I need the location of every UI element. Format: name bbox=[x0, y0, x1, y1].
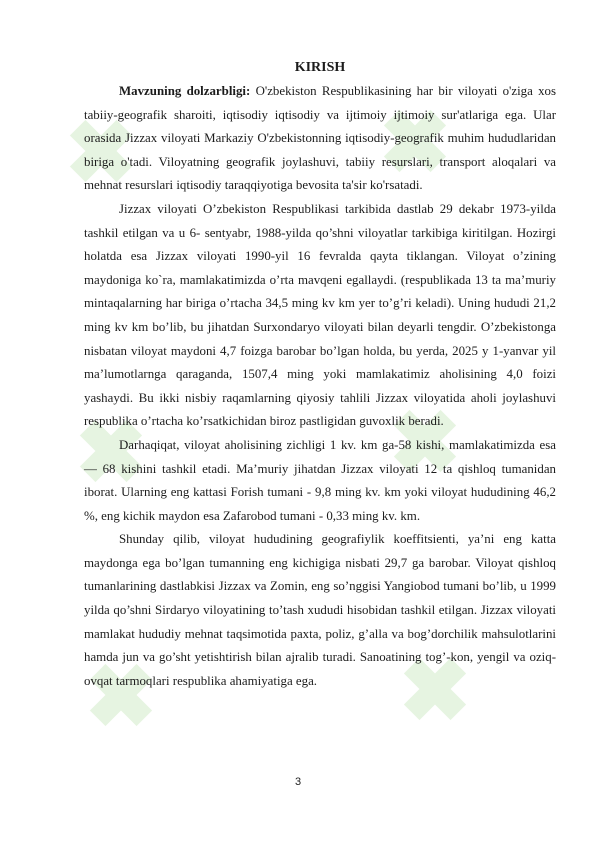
paragraph-text: O'zbekiston Respublikasining har bir viloyati o'ziga xos tabiiy-geografik sharoiti, iqtisodiy iqtisodiy va ijtimoiy ijtimoiy sur'atlariga ega. Ular orasida Jizzax viloyati Markaziy O'zbekistonning iqtisodiy-geografik muhim hududlaridan biriga o'tadi. Viloyatning geografik joylashuvi, tabiiy resurslari, transport aloqalari va mehnat resurslari iqtisodiy taraqqiyotiga bevosita ta'sir ko'rsatadi. bbox=[84, 84, 556, 193]
page-number: 3 bbox=[294, 776, 302, 788]
paragraph-history: Jizzax viloyati O’zbekiston Respublikasi tarkibida dastlab 29 dekabr 1973-yilda tashkil etilgan va u 6- sentyabr, 1988-yilda qo’shni viloyatlar tarkibiga kiritilgan. Hozirgi holatda esa Jizzax viloyati 1990-yil 16 fevralda qayta tiklangan. Viloyat o’zining maydoniga ko`ra, mamlakatimizda o’rta mavqeni egallaydi. (respublikada 13 ta ma’muriy mintaqalarning har biriga o’rtacha 34,5 ming kv km yer to’g’ri keladi). Uning hududi 21,2 ming kv km bo’lib, bu jihatdan Surxondaryo viloyati bilan deyarli tengdir. O’zbekistonga nisbatan viloyat maydoni 4,7 foizga barobar bo’lgan holda, bu yerda, 2025 y 1-yanvar yil ma’lumotlarnga qaraganda, 1507,4 ming yoki mamlakatimiz aholisining 4,0 foizi yashaydi. Bu ikki nisbiy raqamlarning qiyosiy tahlili Jizzax viloyatida aholi joylashuvi respublika o’rtacha ko’rsatkichidan biroz pastligidan guvoxlik beradi. bbox=[84, 201, 556, 429]
paragraph-density: Darhaqiqat, viloyat aholisining zichligi 1 kv. km ga-58 kishi, mamlakatimizda esa — 68 kishini tashkil etadi. Ma’muriy jihatdan Jizzax viloyati 12 ta qishloq tumanidan iborat. Ularning eng kattasi Forish tumani - 9,8 ming kv. km yoki viloyat hududining 46,2 %, eng kichik maydon esa Zafarobod tumani - 0,33 ming kv. km. bbox=[84, 437, 556, 523]
document-title: KIRISH bbox=[294, 60, 346, 75]
paragraph-relevance bbox=[84, 80, 556, 198]
paragraph-lead: Mavzuning dolzarbligi: bbox=[119, 84, 251, 98]
paragraph-districts: Shunday qilib, viloyat hududining geografiylik koeffitsienti, ya’ni eng katta maydonga ega bo’lgan tumanning eng kichigiga nisbati 29,7 ga barobar. Viloyat qishloq tumanlarining dastlabkisi Jizzax va Zomin, eng so’nggisi Yangiobod tumani bo’lib, u 1999 yilda qo’shni Sirdaryo viloyatining to’tash xududi hisobidan tashkil etilgan. Jizzax viloyati mamlakat hududiy mehnat taqsimotida paxta, poliz, g’alla va bog’dorchilik mahsulotlarini hamda jun va go’sht yetishtirish bilan ajralib turadi. Sanoatining tog’-kon, yengil va oziq-ovqat tarmoqlari respublika ahamiyatiga ega. bbox=[84, 532, 556, 688]
document-body bbox=[84, 56, 556, 693]
